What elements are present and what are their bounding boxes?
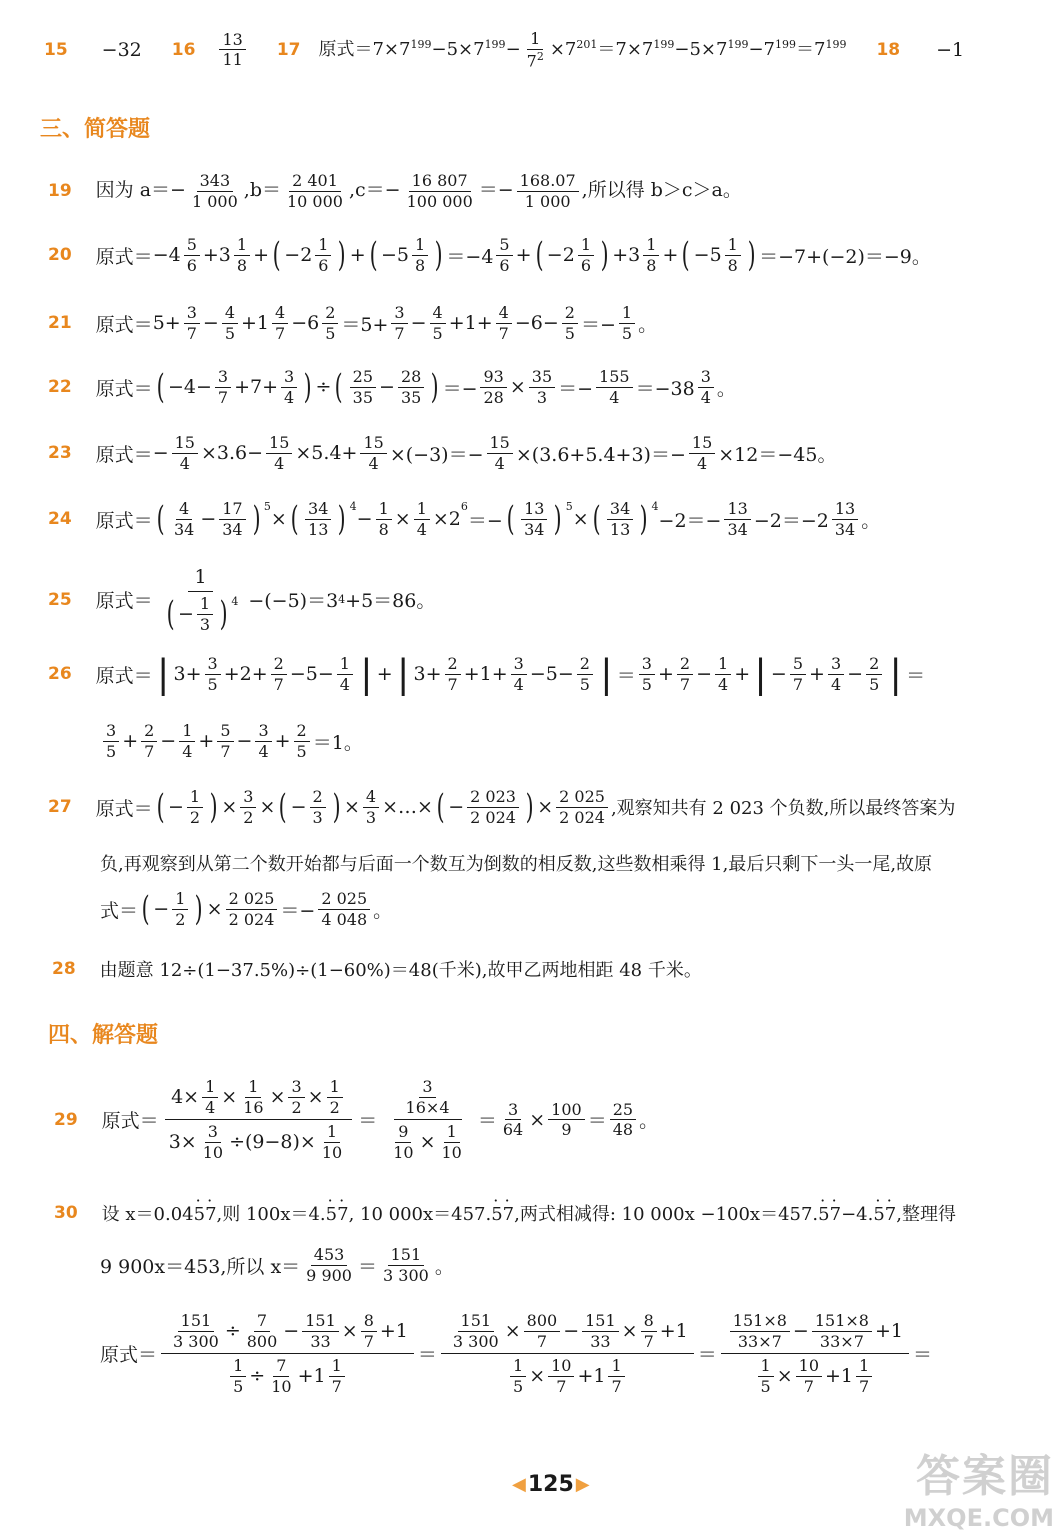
q24-solution: 原式＝ ( $\frac{4}{34}$ − $\frac{17}{34}$ ) $^5$ × ( $\frac{34}{13}$ ) $^4$ − $\frac{1}{8}$ × $\frac{1}{4}$ ×2 $^6$ ＝− ( $\frac{13}{34}$ ) $^5$ × ( $\frac{34}{13}$ ) $^4$ −2＝− $\frac{13}{34}$ −2＝−2 $\frac{13}{34}$ 。 bbox=[95, 499, 881, 540]
q29-number: 29 bbox=[54, 1109, 78, 1130]
q26-number: 26 bbox=[48, 664, 72, 685]
row-q28 bbox=[52, 956, 1062, 982]
q25-solution: 原式＝ 1 ( − $\frac{1}{3}$ ) $^4$ −(−5)＝3 4 +5＝86。 bbox=[95, 566, 436, 635]
next-arrow-icon: ▶ bbox=[575, 1474, 590, 1495]
section-title-short-answer: 三、简答题 bbox=[40, 117, 151, 142]
row-q29 bbox=[54, 1078, 1062, 1161]
page-number: ◀ 125 ▶ bbox=[512, 1472, 590, 1497]
q30-solution-line1: 设 x＝0.04· 5· 7,则 100x＝4.· 5· 7, 10 000x＝457.· 5· 7,两式相减得: 10 000x −100x＝457.· 5· 7−4.· 5· 7,整理得 bbox=[102, 1200, 956, 1226]
row-q30-b bbox=[100, 1246, 1062, 1284]
q30-solution-line3: 原式＝ $\frac{151}{3 300}$ ÷ $\frac{7}{800}$ − $\frac{151}{33}$ × $\frac{8}{7}$ +1 $\frac{1}{5}$ ÷ $\frac{7}{10}$ +1 $\frac{1}{7}$ ＝ $\frac{151}{3 300}$ × $\frac{800}{7}$ − $\frac{151}{33}$ × $\frac{8}{7}$ +1 $\frac{1}{5}$ × $\frac{10}{7}$ +1 $\frac{1}{7}$ ＝ $\frac{151\times 8}{33\times 7}$ − $\frac{151\times 8}{33\times 7}$ +1 $\frac{1}{5}$ × $\frac{10}{7}$ +1 $\frac{1}{7}$ ＝ bbox=[100, 1311, 932, 1396]
q18-answer: −1 bbox=[936, 38, 965, 61]
row-q30-c bbox=[100, 1312, 1062, 1395]
q27-number: 27 bbox=[48, 797, 72, 818]
q27-solution-line3: 式＝ ( − $\frac{1}{2}$ ) × $\frac{2 025}{2 024}$ ＝− $\frac{2 025}{4 048}$ 。 bbox=[100, 889, 393, 930]
q29-solution: 原式＝ 4× $\frac{1}{4}$ × $\frac{1}{16}$ × $\frac{3}{2}$ × $\frac{1}{2}$ 3× $\frac{3}{10}$ ÷(9−8)× $\frac{1}{10}$ ＝ $\frac{3}{16\times 4}$ $\frac{9}{10}$ × $\frac{1}{10}$ ＝ $\frac{3}{64}$ × $\frac{100}{9}$ ＝ $\frac{25}{48}$ 。 bbox=[101, 1077, 659, 1162]
row-q27 bbox=[48, 788, 1062, 826]
q26-solution-line1: 原式＝ | 3+ $\frac{3}{5}$ +2+ $\frac{2}{7}$ −5− $\frac{1}{4}$ | + | 3+ $\frac{2}{7}$ +1+ $\frac{3}{4}$ −5− $\frac{2}{5}$ | ＝ $\frac{3}{5}$ + $\frac{2}{7}$ − $\frac{1}{4}$ + | − $\frac{5}{7}$ + $\frac{3}{4}$ − $\frac{2}{5}$ | ＝ bbox=[95, 652, 926, 697]
row-q26 bbox=[48, 652, 1062, 697]
row-q15-18 bbox=[44, 30, 1062, 70]
q19-number: 19 bbox=[48, 181, 72, 202]
row-q25 bbox=[48, 566, 1062, 633]
q23-number: 23 bbox=[48, 443, 72, 464]
row-q30 bbox=[54, 1200, 1062, 1226]
prev-arrow-icon: ◀ bbox=[512, 1474, 526, 1495]
row-q23 bbox=[48, 434, 1062, 472]
q18-number: 18 bbox=[876, 39, 901, 60]
watermark-logo: 答案圈 MXQE.COM bbox=[903, 1451, 1054, 1532]
row-q19 bbox=[48, 172, 1062, 210]
q21-number: 21 bbox=[48, 313, 72, 334]
row-q24 bbox=[48, 500, 1062, 538]
q22-number: 22 bbox=[48, 377, 72, 398]
q20-solution: 原式＝ −4 $\frac{5}{6}$ +3 $\frac{1}{8}$ + ( −2 $\frac{1}{6}$ ) + ( −5 $\frac{1}{8}$ ) ＝−4 $\frac{5}{6}$ + ( −2 $\frac{1}{6}$ ) +3 $\frac{1}{8}$ + ( −5 $\frac{1}{8}$ ) ＝−7+(−2)＝−9。 bbox=[95, 235, 931, 276]
row-q27-end bbox=[100, 890, 1062, 928]
q27-solution-line2: 负,再观察到从第二个数开始都与后面一个数互为倒数的相反数,这些数相乘得 1,最后只剩下一头一尾,故原 bbox=[100, 854, 933, 875]
q16-answer-fraction: $\frac{13}{11}$ bbox=[219, 31, 245, 69]
q30-number: 30 bbox=[54, 1203, 78, 1223]
q25-number: 25 bbox=[48, 589, 72, 610]
q28-number: 28 bbox=[52, 959, 76, 979]
q27-solution-line1: 原式＝ ( − $\frac{1}{2}$ ) × $\frac{3}{2}$ × ( − $\frac{2}{3}$ ) × $\frac{4}{3}$ ×…× ( − $\frac{2 023}{2 024}$ ) × $\frac{2 025}{2 024}$ ,观察知共有 2 023 个负数,所以最终答案为 bbox=[95, 787, 956, 828]
q23-solution: 原式＝ − $\frac{15}{4}$ ×3.6− $\frac{15}{4}$ ×5.4+ $\frac{15}{4}$ ×(−3)＝− $\frac{15}{4}$ ×(3.6+5.4+3)＝− $\frac{15}{4}$ ×12＝−45。 bbox=[95, 433, 837, 473]
q17-solution: 原式$=7\times 7^{199}-5\times 7^{199}-$ $\frac{1}{7^2}$ $\times 7^{201}=7\times 7^{199}-5\times 7^{199}-7^{199}=7^{199}$ bbox=[318, 29, 847, 70]
row-q20 bbox=[48, 236, 1062, 274]
section-title-solve: 四、解答题 bbox=[48, 1023, 159, 1048]
q15-number: 15 bbox=[44, 39, 68, 60]
q30-solution-line2: 9 900x＝453,所以 x＝ $\frac{453}{9 900}$ ＝ $\frac{151}{3 300}$ 。 bbox=[100, 1245, 454, 1285]
q28-solution: 由题意 12÷(1−37.5%)÷(1−60%)＝48(千米),故甲乙两地相距 48 千米。 bbox=[99, 960, 702, 981]
row-q26-cont bbox=[100, 722, 1062, 760]
q26-solution-line2: $\frac{3}{5}$ + $\frac{2}{7}$ − $\frac{1}{4}$ + $\frac{5}{7}$ − $\frac{3}{4}$ + $\frac{2}{5}$ ＝1。 bbox=[100, 722, 363, 760]
q22-solution: 原式＝ ( −4− $\frac{3}{7}$ +7+ $\frac{3}{4}$ ) ÷ ( $\frac{25}{35}$ − $\frac{28}{35}$ ) ＝− $\frac{93}{28}$ × $\frac{35}{3}$ ＝− $\frac{155}{4}$ ＝−38 $\frac{3}{4}$ 。 bbox=[95, 367, 736, 408]
q17-number: 17 bbox=[276, 39, 301, 60]
q21-solution: 原式＝ 5+ $\frac{3}{7}$ − $\frac{4}{5}$ +1 $\frac{4}{7}$ −6 $\frac{2}{5}$ ＝5+ $\frac{3}{7}$ − $\frac{4}{5}$ +1+ $\frac{4}{7}$ −6− $\frac{2}{5}$ ＝− $\frac{1}{5}$ 。 bbox=[95, 303, 658, 343]
q19-solution: 因为 a＝− $\frac{343}{1 000}$ ,b＝ $\frac{2 401}{10 000}$ ,c＝− $\frac{16 807}{100 000}$ ＝− $\frac{168.07}{1 000}$ ,所以得 b＞c＞a。 bbox=[95, 171, 742, 211]
row-q22 bbox=[48, 368, 1062, 406]
q20-number: 20 bbox=[48, 245, 72, 266]
row-q21 bbox=[48, 304, 1062, 342]
q15-answer: −32 bbox=[101, 38, 142, 61]
q24-number: 24 bbox=[48, 509, 72, 530]
q16-number: 16 bbox=[171, 39, 196, 60]
